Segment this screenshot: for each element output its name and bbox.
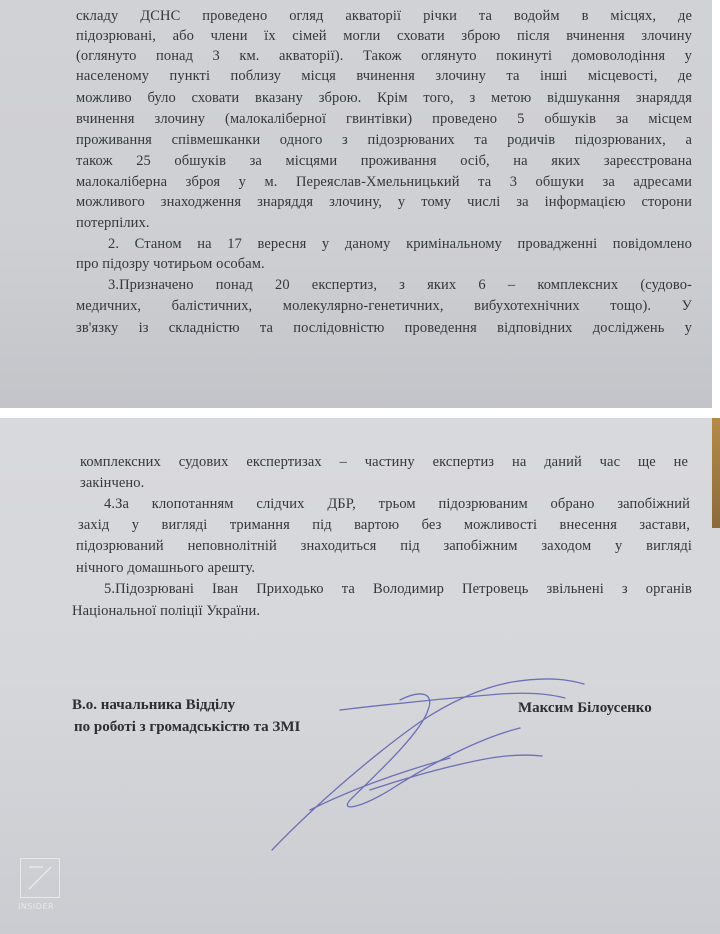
text-line: медичних, балістичних, молекулярно-генетичних, вибухотехнічних тощо). У [76, 298, 692, 314]
text-line: захід у вигляді тримання під вартою без можливості внесення застави, [78, 517, 690, 533]
document-page-top [0, 0, 712, 408]
text-line: комплексних судових експертизах – частину експертиз на даний час ще не [80, 454, 688, 470]
text-line: (оглянуто понад 3 км. акваторії). Також оглянуто покинуті домоволодіння у [76, 48, 692, 64]
text-line: Національної поліції України. [72, 603, 261, 619]
text-line: також 25 обшуків за місцями проживання осіб, на яких зареєстрована [76, 153, 692, 169]
text-line: населеному пункті поблизу місця вчинення злочину та інші місцевості, де [76, 68, 692, 84]
text-line: підозрювані, або члени їх сімей могли сховати зброю після вчинення злочину [76, 28, 692, 44]
text-line: можливого знаходження знаряддя злочину, у тому числі за інформацією сторони [76, 194, 692, 210]
text-line: потерпілих. [76, 215, 150, 231]
text-line: підозрюваний неповнолітній знаходиться під запобіжним заходом у вигляді [76, 538, 692, 554]
signatory-title-line1: В.о. начальника Відділу [72, 697, 236, 713]
insider-logo-icon [18, 858, 62, 920]
text-line: нічного домашнього арешту. [76, 560, 256, 576]
watermark-text: INSIDER [18, 902, 55, 911]
text-line: вчинення злочину (малокаліберної гвинтівки) проведено 5 обшуків за місцем [76, 111, 692, 127]
text-line: 5.Підозрювані Іван Приходько та Володимир Петровець звільнені з органів [104, 581, 692, 597]
text-line: закінчено. [80, 475, 145, 491]
text-line: проживання співмешканки одного з підозрюваних та родичів підозрюваних, а [76, 132, 692, 148]
text-line: 2. Станом на 17 вересня у даному кримінальному провадженні повідомлено [108, 236, 692, 252]
text-line: зв'язку із складністю та послідовністю проведення відповідних досліджень у [76, 320, 692, 336]
text-line: про підозру чотирьом особам. [76, 256, 265, 272]
text-line: 4.За клопотанням слідчих ДБР, трьом підозрюваним обрано запобіжний [104, 496, 690, 512]
text-line: 3.Призначено понад 20 експертиз, з яких 6 – комплексних (судово- [108, 277, 692, 293]
signature-icon [250, 640, 590, 860]
signatory-title-line2: по роботі з громадськістю та ЗМІ [74, 719, 301, 735]
background-edge [712, 418, 720, 528]
text-line: можливо було сховати вказану зброю. Крім того, з метою відшукання знаряддя [76, 90, 692, 106]
text-line: складу ДСНС проведено огляд акваторії річки та водойм в місцях, де [76, 8, 692, 24]
text-line: малокаліберна зброя у м. Переяслав-Хмельницький та 3 обшуки за адресами [76, 174, 692, 190]
signatory-name: Максим Білоусенко [518, 700, 652, 716]
